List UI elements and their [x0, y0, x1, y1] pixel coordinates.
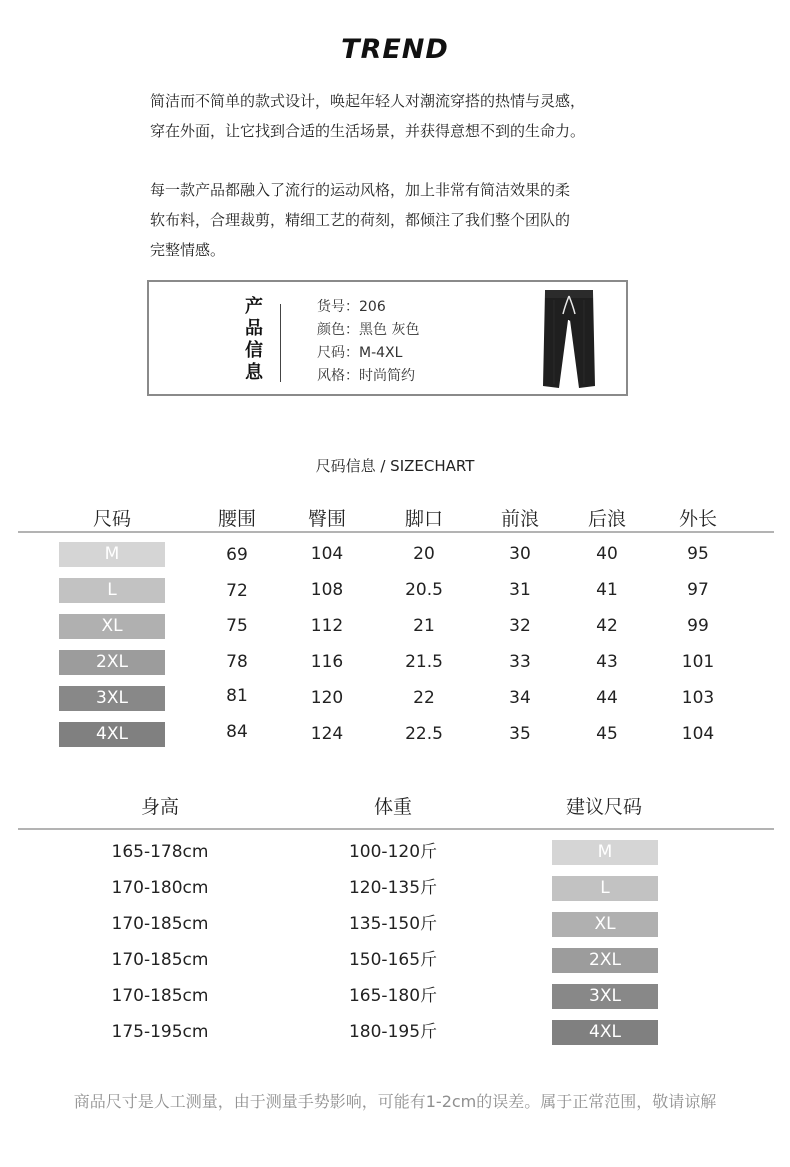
title-char: 息	[245, 362, 263, 383]
recommend-weight: 150-165斤	[348, 950, 438, 970]
recommend-weight: 165-180斤	[348, 986, 438, 1006]
size-cell-waist: 72	[226, 581, 248, 601]
size-chart-header: 后浪	[587, 508, 626, 530]
intro-line: 软布料，合理裁剪，精细工艺的荷刻，都倾注了我们整个团队的	[150, 211, 571, 229]
info-value: 206	[359, 299, 386, 315]
pants-image	[539, 286, 599, 390]
size-cell-back-rise: 40	[596, 544, 618, 564]
size-cell-waist: 75	[226, 616, 248, 636]
size-cell-hem: 22	[413, 688, 435, 708]
info-row-sku	[317, 296, 419, 319]
product-info-box	[147, 280, 628, 396]
size-chart-header: 前浪	[500, 508, 539, 530]
title-char: 品	[245, 318, 263, 339]
product-info-list	[317, 296, 419, 388]
info-label: 风格：	[317, 368, 359, 384]
size-cell-hem: 20.5	[405, 580, 443, 600]
intro-line: 完整情感。	[150, 241, 226, 259]
size-cell-hip: 120	[310, 688, 344, 708]
intro-line: 每一款产品都融入了流行的运动风格，加上非常有简洁效果的柔	[150, 181, 571, 199]
info-label: 颜色：	[317, 322, 359, 338]
measurement-footnote: 商品尺寸是人工测量，由于测量手势影响，可能有1-2cm的误差。属于正常范围，敬请谅解	[73, 1092, 717, 1111]
info-row-color	[317, 319, 419, 342]
info-value: M-4XL	[359, 345, 403, 361]
size-cell-front-rise: 35	[509, 724, 531, 744]
size-chart-header: 外长	[678, 508, 717, 530]
divider	[280, 304, 281, 382]
recommend-size-badge: 3XL	[552, 984, 658, 1009]
recommend-size-badge: L	[552, 876, 658, 901]
info-row-style	[317, 365, 419, 388]
recommend-height: 170-185cm	[111, 914, 209, 934]
intro-line: 简洁而不简单的款式设计，唤起年轻人对潮流穿搭的热情与灵感，	[150, 92, 586, 110]
size-chart-title: 尺码信息 / SIZECHART	[315, 457, 475, 475]
recommend-weight: 120-135斤	[348, 878, 438, 898]
size-badge: L	[59, 578, 165, 603]
size-cell-back-rise: 42	[596, 616, 618, 636]
recommend-header: 体重	[373, 796, 412, 818]
size-cell-front-rise: 33	[509, 652, 531, 672]
size-cell-length: 104	[681, 724, 715, 744]
size-cell-back-rise: 45	[596, 724, 618, 744]
intro-line: 穿在外面，让它找到合适的生活场景，并获得意想不到的生命力。	[150, 122, 586, 140]
size-cell-front-rise: 32	[509, 616, 531, 636]
size-cell-length: 99	[687, 616, 709, 636]
size-cell-waist: 78	[226, 652, 248, 672]
recommend-weight: 180-195斤	[348, 1022, 438, 1042]
size-cell-length: 95	[687, 544, 709, 564]
size-cell-waist: 69	[226, 545, 248, 565]
table-rule	[18, 531, 774, 533]
intro-paragraph-1	[150, 86, 670, 146]
title-char: 产	[245, 296, 263, 317]
recommend-weight: 135-150斤	[348, 914, 438, 934]
size-cell-hem: 21.5	[405, 652, 443, 672]
size-badge: M	[59, 542, 165, 567]
size-chart-header: 臀围	[307, 508, 346, 530]
size-chart-header: 尺码	[92, 508, 131, 530]
info-row-size	[317, 342, 419, 365]
info-value: 时尚简约	[359, 368, 415, 384]
size-cell-front-rise: 31	[509, 580, 531, 600]
size-badge: XL	[59, 614, 165, 639]
size-cell-hip: 116	[310, 652, 344, 672]
info-label: 货号：	[317, 299, 359, 315]
recommend-size-badge: M	[552, 840, 658, 865]
recommend-height: 170-185cm	[111, 950, 209, 970]
size-cell-back-rise: 41	[596, 580, 618, 600]
intro-paragraph-2	[150, 175, 670, 265]
size-chart-header: 腰围	[217, 508, 256, 530]
recommend-header: 身高	[140, 796, 179, 818]
size-cell-hem: 22.5	[405, 724, 443, 744]
title-char: 信	[245, 340, 263, 361]
recommend-height: 170-180cm	[111, 878, 209, 898]
recommend-height: 170-185cm	[111, 986, 209, 1006]
size-cell-hem: 21	[413, 616, 435, 636]
size-cell-front-rise: 30	[509, 544, 531, 564]
size-cell-back-rise: 43	[596, 652, 618, 672]
recommend-height: 175-195cm	[111, 1022, 209, 1042]
size-chart-header: 脚口	[404, 508, 443, 530]
size-cell-length: 101	[681, 652, 715, 672]
size-badge: 3XL	[59, 686, 165, 711]
recommend-height: 165-178cm	[111, 842, 209, 862]
recommend-size-badge: XL	[552, 912, 658, 937]
recommend-size-badge: 4XL	[552, 1020, 658, 1045]
size-cell-hem: 20	[413, 544, 435, 564]
size-cell-waist: 84	[226, 722, 248, 742]
size-cell-waist: 81	[226, 686, 248, 706]
recommend-weight: 100-120斤	[348, 842, 438, 862]
size-cell-length: 103	[681, 688, 715, 708]
size-cell-hip: 124	[310, 724, 344, 744]
size-cell-hip: 108	[310, 580, 344, 600]
size-badge: 4XL	[59, 722, 165, 747]
size-badge: 2XL	[59, 650, 165, 675]
info-label: 尺码：	[317, 345, 359, 361]
brand-title: TREND	[341, 34, 449, 65]
info-value: 黑色 灰色	[359, 322, 420, 338]
size-cell-hip: 104	[310, 544, 344, 564]
product-info-title	[243, 296, 265, 384]
recommend-header: 建议尺码	[565, 796, 642, 818]
size-cell-hip: 112	[310, 616, 344, 636]
size-cell-length: 97	[687, 580, 709, 600]
size-cell-back-rise: 44	[596, 688, 618, 708]
table-rule	[18, 828, 774, 830]
size-cell-front-rise: 34	[509, 688, 531, 708]
recommend-size-badge: 2XL	[552, 948, 658, 973]
